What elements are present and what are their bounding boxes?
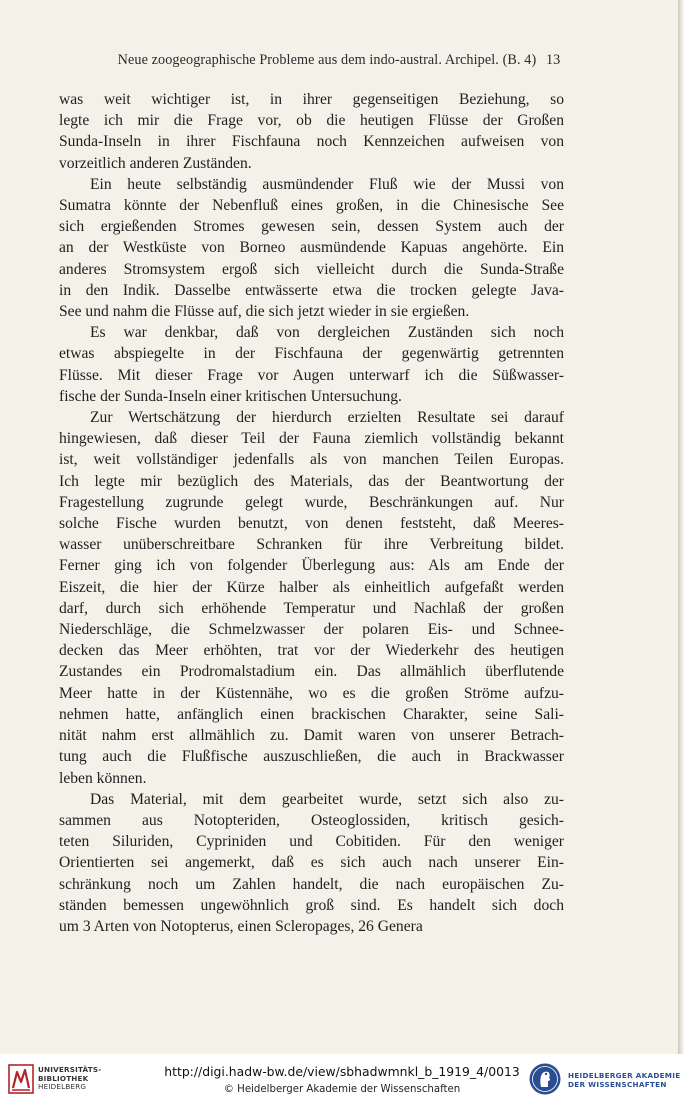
running-head-title: Neue zoogeographische Probleme aus dem indo-austral. Archipel. (B. 4) — [117, 52, 537, 68]
paragraph — [59, 407, 564, 789]
text-line: an der Westküste von Borneo ausmündende Kapuas angehörte. Ein — [59, 239, 564, 257]
text-line: wasser unüberschreitbare Schranken für ihre Verbreitung bildet. — [59, 536, 564, 554]
footer — [0, 1054, 684, 1104]
academy-name — [568, 1071, 680, 1090]
text-line: Ferner ging ich von folgender Überlegung aus: Als am Ende der — [59, 557, 564, 575]
paragraph — [59, 89, 564, 174]
text-line: teten Siluriden, Cypriniden und Cobitiden. Für den weniger — [59, 833, 564, 851]
text-line: ständen bemessen ungewöhnlich groß sind. Es handelt sich doch — [59, 896, 564, 914]
academy-logo[interactable] — [528, 1062, 681, 1098]
text-line: hingewiesen, daß dieser Teil der Fauna ziemlich vollständig bekannt — [59, 430, 564, 448]
text-line: fische der Sunda-Inseln einer kritischen Untersuchung. — [59, 387, 402, 405]
running-head — [0, 52, 678, 69]
text-line: Das Material, mit dem gearbeitet wurde, setzt sich also zu- — [90, 790, 564, 808]
paragraph — [59, 789, 564, 937]
paragraph — [59, 322, 564, 407]
text-line: nität nahm erst allmählich zu. Damit waren von unserer Betrach- — [59, 727, 564, 745]
text-line: Zustandes ein Prodromalstadium ein. Das allmählich überflutende — [59, 663, 564, 681]
text-line: Sunda-Inseln in ihrer Fischfauna noch Kennzeichen aufweisen von — [59, 133, 564, 151]
copyright-notice: © Heidelberger Akademie der Wissenschaften — [223, 1084, 461, 1095]
library-name-line: HEIDELBERG — [38, 1082, 87, 1092]
text-line: schränkung noch um Zahlen handelt, die nach europäischen Zu- — [59, 875, 564, 893]
text-line: in den Indik. Dasselbe entwässerte etwa die trocken gelegte Java- — [59, 281, 564, 299]
text-line: ist, weit vollständiger jedenfalls als von manchen Teilen Europas. — [59, 451, 564, 469]
text-line: Flüsse. Mit dieser Frage vor Augen unterwarf ich die Süßwasser- — [59, 366, 564, 384]
text-line: Meer hatte in der Küstennähe, wo es die großen Ströme aufzu- — [59, 684, 564, 702]
text-line: Eiszeit, die hier der Kürze halber als einheitlich aufgefaßt werden — [59, 578, 564, 596]
text-line: was weit wichtiger ist, in ihrer gegenseitigen Beziehung, so — [59, 91, 564, 108]
text-line: sich ergießenden Stromes gewesen sein, dessen System auch der — [59, 218, 564, 236]
body-text — [59, 89, 564, 937]
text-line: anderes Stromsystem ergoß sich vielleicht durch die Sunda-Straße — [59, 260, 564, 278]
text-line: sammen aus Notopteriden, Osteoglossiden, kritisch gesich- — [59, 811, 564, 829]
text-line: tung auch die Flußfische auszuschließen, die auch in Brackwasser — [59, 748, 564, 766]
text-line: solche Fische wurden benutzt, von denen feststeht, daß Meeres- — [59, 515, 564, 533]
text-line: leben können. — [59, 769, 147, 787]
text-line: Fragestellung zugrunde gelegt wurde, Beschränkungen auf. Nur — [59, 493, 564, 511]
academy-name-line: DER WISSENSCHAFTEN — [568, 1080, 667, 1090]
academy-seal-icon — [528, 1062, 562, 1096]
permalink-url[interactable]: http://digi.hadw-bw.de/view/sbhadwmnkl_b_1919_4/0013 — [164, 1064, 520, 1079]
text-line: darf, durch sich erhöhende Temperatur und Nachlaß der großen — [59, 599, 564, 617]
text-line: legte ich mir die Frage vor, ob die heutigen Flüsse der Großen — [59, 112, 564, 130]
text-line: Sumatra könnte der Nebenfluß eines großen, in die Chinesische See — [59, 197, 564, 215]
academy-name-line: HEIDELBERGER AKADEMIE — [568, 1071, 681, 1080]
text-line: decken das Meer erhöhten, trat vor der Wiederkehr des heutigen — [59, 642, 564, 660]
text-line: nehmen hatte, anfänglich einen brackischen Charakter, seine Sali- — [59, 705, 564, 723]
text-line: See und nahm die Flüsse auf, die sich jetzt wieder in sie ergießen. — [59, 303, 470, 321]
paragraph — [59, 174, 564, 322]
page-number: 13 — [545, 52, 561, 68]
text-line: Ich legte mir bezüglich des Materials, das der Beantwortung der — [59, 472, 564, 490]
text-line: Ein heute selbständig ausmündender Fluß wie der Mussi von — [90, 175, 564, 193]
text-line: Orientierten sei angemerkt, daß es sich auch nach unserer Ein- — [59, 854, 564, 872]
text-line: etwas abspiegelte in der Fischfauna der gegenwärtig getrennten — [59, 345, 564, 363]
text-line: Zur Wertschätzung der hierdurch erzielten Resultate sei darauf — [90, 409, 564, 427]
library-name-line: BIBLIOTHEK — [38, 1073, 89, 1083]
text-line: um 3 Arten von Notopterus, einen Scleropages, 26 Genera — [59, 917, 423, 935]
text-line: vorzeitlich anderen Zuständen. — [59, 154, 252, 172]
library-name-line: UNIVERSITÄTS- — [38, 1065, 102, 1074]
text-line: Es war denkbar, daß von dergleichen Zuständen sich noch — [90, 324, 564, 342]
text-line: Niederschläge, die Schmelzwasser der polaren Eis- und Schnee- — [59, 621, 564, 639]
